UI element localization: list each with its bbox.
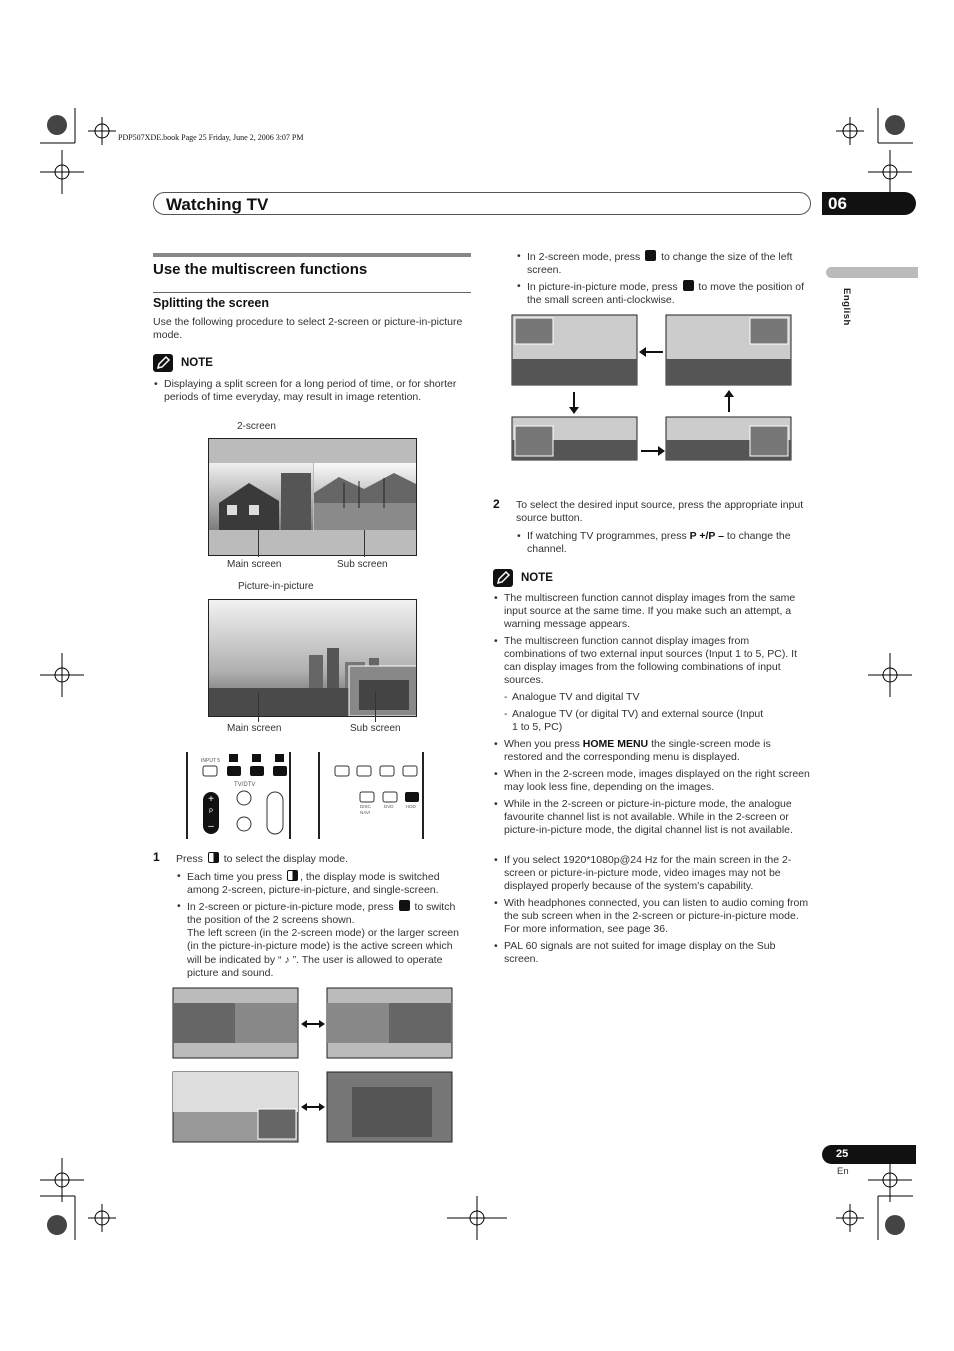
split-screen-button-icon [208, 852, 219, 863]
note-heading [153, 354, 213, 372]
pip-label: Picture-in-picture [238, 581, 314, 592]
pip-diagram [208, 599, 417, 717]
remote-dvd-label: DVD [384, 804, 394, 809]
chapter-title: Watching TV [166, 195, 269, 214]
two-screen-diagram [208, 438, 417, 556]
section-title: Use the multiscreen functions [153, 253, 471, 280]
note-item: • The multiscreen function cannot display images from combinations of two external input sources (Input 1 to 5, PC). It can display images from the following combinations of input sources. [493, 635, 811, 688]
chapter-number: 06 [822, 192, 916, 215]
note-subitem: - Analogue TV and digital TV [504, 691, 804, 704]
step2-bullet: • If watching TV programmes, press P +/P – to change the channel. [516, 530, 811, 556]
svg-text:–: – [208, 821, 214, 832]
note-subitem: - Analogue TV (or digital TV) and external source (Input 1 to 5, PC) [504, 708, 764, 734]
right-bullet: • In 2-screen mode, press to change the size of the left screen. [516, 250, 811, 277]
note-item: • When you press HOME MENU the single-screen mode is restored and the corresponding menu is displayed. [493, 738, 811, 764]
right-bullet: • In picture-in-picture mode, press to move the position of the small screen anti-clockwise. [516, 280, 811, 307]
step1-text: Press to select the display mode. [176, 853, 349, 865]
leader-line [258, 530, 259, 557]
two-screen-label: 2-screen [237, 421, 276, 432]
step1-bullet: • In 2-screen or picture-in-picture mode, press to switch the position of the 2 screens shown. The left screen (in the 2-screen mode) or the larger screen (in the picture-in-picture mode) is the active screen which will be indicated by “ ♪ ”. The user is allowed to operate picture and sound. [176, 900, 466, 980]
note-pencil-icon [153, 354, 173, 372]
page-lang: En [837, 1166, 849, 1177]
main-screen-label: Main screen [227, 723, 282, 734]
leader-line [258, 692, 259, 722]
move-pip-button-icon [683, 280, 694, 291]
note-item: • The multiscreen function cannot display images from the same input source at the same time. If you make such an attempt, a warning message appears. [493, 592, 811, 631]
swap-diagrams [172, 987, 456, 1144]
svg-text:+: + [208, 794, 214, 805]
split-screen-button-icon [287, 870, 298, 881]
sub-screen-label: Sub screen [350, 723, 401, 734]
divider [153, 292, 471, 293]
leader-line [375, 692, 376, 722]
remote-control [185, 752, 425, 839]
remote-hdd-label: HDD [406, 804, 416, 809]
step1-bullet: • Each time you press , the display mode is switched among 2-screen, picture-in-picture, and single-screen. [176, 870, 466, 897]
sub-screen-label: Sub screen [337, 559, 388, 570]
remote-input5-label: INPUT 5 [201, 758, 221, 764]
note-heading [493, 569, 553, 587]
note-item: • Displaying a split screen for a long period of time, or for shorter periods of time everyday, may result in image retention. [153, 378, 471, 404]
note-item: • If you select 1920*1080p@24 Hz for the main screen in the 2-screen or picture-in-picture mode, video images may not be displayed properly because of the system's capability. [493, 854, 811, 893]
main-screen-label: Main screen [227, 559, 282, 570]
remote-tvdtv-label: TV/DTV [234, 782, 256, 788]
swap-screen-button-icon [399, 900, 410, 911]
note-label: NOTE [521, 571, 553, 584]
step2-text: To select the desired input source, press the appropriate input source button. [516, 499, 804, 525]
pip-rotation-diagrams [511, 314, 794, 462]
sub-title: Splitting the screen [153, 296, 269, 310]
side-tab [826, 267, 918, 278]
remote-p-label: P [209, 809, 214, 815]
intro-text: Use the following procedure to select 2-screen or picture-in-picture mode. [153, 316, 463, 342]
step-number: 2 [493, 497, 500, 511]
note-item: • While in the 2-screen or picture-in-picture mode, the analogue favourite channel list is not available. While in the 2-screen or picture-in-picture mode, the digital channel list is not available. [493, 798, 811, 837]
leader-line [364, 530, 365, 557]
note-item: • With headphones connected, you can listen to audio coming from the sub screen when in the 2-screen or picture-in-picture mode. For more information, see page 36. [493, 897, 811, 936]
page-number: 25 [822, 1145, 916, 1164]
chapter-header [153, 192, 811, 215]
side-language-label: English [840, 288, 852, 326]
remote-disc-navi-label: DISC NAVI [360, 804, 371, 815]
note-item: • PAL 60 signals are not suited for image display on the Sub screen. [493, 940, 811, 966]
note-item: • When in the 2-screen mode, images displayed on the right screen may look less fine, depending on the images. [493, 768, 811, 794]
file-info: PDP507XDE.book Page 25 Friday, June 2, 2006 3:07 PM [118, 133, 304, 142]
note-label: NOTE [181, 356, 213, 369]
resize-screen-button-icon [645, 250, 656, 261]
step-number: 1 [153, 850, 160, 864]
note-pencil-icon [493, 569, 513, 587]
